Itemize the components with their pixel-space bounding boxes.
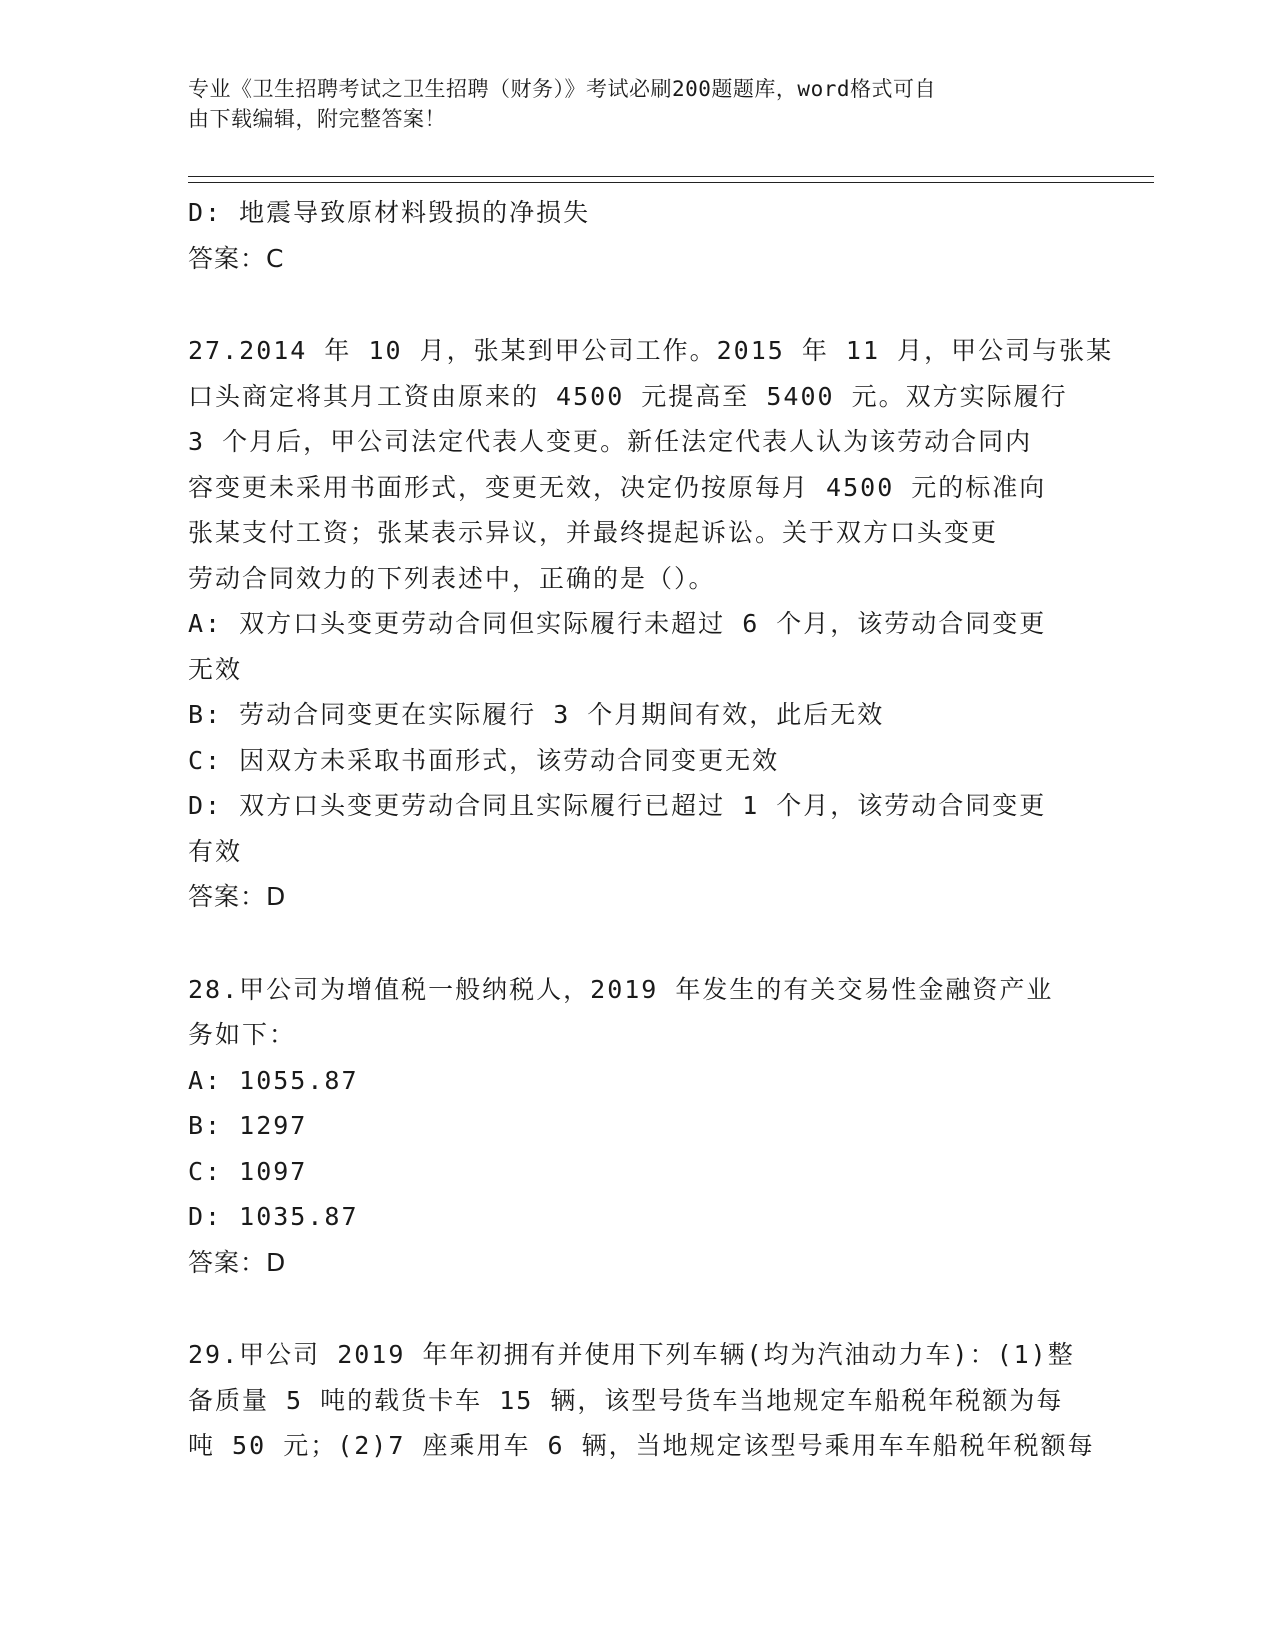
question-27 <box>188 328 1114 920</box>
q28-option-b: B: 1297 <box>188 1111 308 1140</box>
spacer <box>188 920 1088 967</box>
q29-stem-line: 29.甲公司 2019 年年初拥有并使用下列车辆(均为汽油动力车)：(1)整 <box>188 1340 1075 1369</box>
q27-stem-line: 劳动合同效力的下列表述中，正确的是（）。 <box>188 563 716 593</box>
q28-option-d: D: 1035.87 <box>188 1202 359 1231</box>
q28-answer: 答案：D <box>188 1247 287 1277</box>
q27-answer: 答案：D <box>188 882 287 911</box>
q27-option-c: C: 因双方未采取书面形式，该劳动合同变更无效 <box>188 745 780 775</box>
q28-option-a: A: 1055.87 <box>188 1065 359 1095</box>
q28-stem-line: 28.甲公司为增值税一般纳税人，2019 年发生的有关交易性金融资产业 <box>188 974 1054 1004</box>
q28-stem-line: 务如下： <box>188 1020 297 1049</box>
q27-stem-line: 张某支付工资；张某表示异议，并最终提起诉讼。关于双方口头变更 <box>188 518 999 547</box>
q26-answer: 答案：C <box>188 243 285 273</box>
spacer <box>188 1285 1088 1332</box>
q26-option-d: D: 地震导致原材料毁损的净损失 <box>188 198 591 227</box>
header-line-1: 专业《卫生招聘考试之卫生招聘（财务）》考试必刷200题题库，word格式可自 <box>188 77 936 101</box>
q28-option-c: C: 1097 <box>188 1156 308 1186</box>
q27-stem-line: 口头商定将其月工资由原来的 4500 元提高至 5400 元。双方实际履行 <box>188 381 1068 411</box>
header-divider-bottom <box>188 182 1154 183</box>
question-28 <box>188 967 1088 1286</box>
q27-option-a-cont: 无效 <box>188 654 243 684</box>
q27-stem-line: 3 个月后，甲公司法定代表人变更。新任法定代表人认为该劳动合同内 <box>188 427 1033 456</box>
q27-option-d-cont: 有效 <box>188 836 243 866</box>
question-26-tail <box>188 190 1088 281</box>
q27-stem-line: 27.2014 年 10 月，张某到甲公司工作。2015 年 11 月，甲公司与张某 <box>188 336 1114 365</box>
document-header <box>188 74 1088 134</box>
q27-stem-line: 容变更未采用书面形式，变更无效，决定仍按原每月 4500 元的标准向 <box>188 472 1047 502</box>
q27-option-d: D: 双方口头变更劳动合同且实际履行已超过 1 个月，该劳动合同变更 <box>188 791 1047 820</box>
header-line-2: 由下载编辑，附完整答案！ <box>188 107 446 131</box>
q27-option-b: B: 劳动合同变更在实际履行 3 个月期间有效，此后无效 <box>188 700 885 729</box>
q27-option-a: A: 双方口头变更劳动合同但实际履行未超过 6 个月，该劳动合同变更 <box>188 609 1047 638</box>
q29-stem-line: 吨 50 元；(2)7 座乘用车 6 辆，当地规定该型号乘用车车船税年税额每 <box>188 1431 1095 1460</box>
document-body <box>188 190 1114 1469</box>
spacer <box>188 281 1088 328</box>
header-divider-top <box>188 176 1154 177</box>
question-29 <box>188 1332 1095 1469</box>
q29-stem-line: 备质量 5 吨的载货卡车 15 辆，该型号货车当地规定车船税年税额为每 <box>188 1385 1064 1415</box>
